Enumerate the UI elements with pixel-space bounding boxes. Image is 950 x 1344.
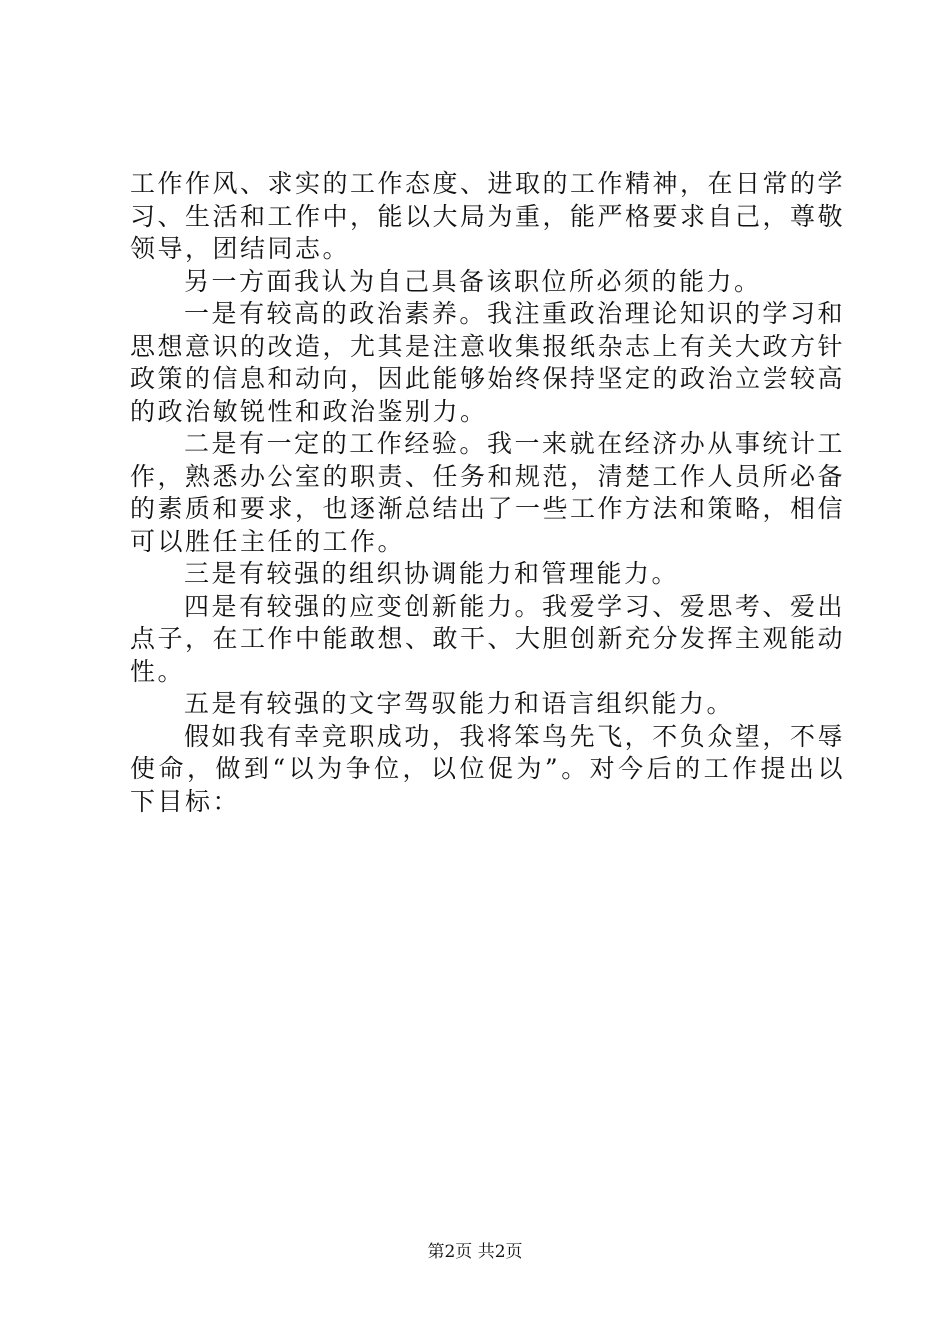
paragraph: 二是有一定的工作经验。我一来就在经济办从事统计工作，熟悉办公室的职责、任务和规范，清楚工作人员所必备的素质和要求，也逐渐总结出了一些工作方法和策略，相信可以胜任主任的工作。 xyxy=(130,429,846,556)
paragraph: 四是有较强的应变创新能力。我爱学习、爱思考、爱出点子，在工作中能敢想、敢干、大胆创新充分发挥主观能动性。 xyxy=(130,591,846,686)
page-footer xyxy=(0,1240,950,1264)
paragraph: 五是有较强的文字驾驭能力和语言组织能力。 xyxy=(184,689,735,718)
paragraph: 一是有较高的政治素养。我注重政治理论知识的学习和思想意识的改造，尤其是注意收集报纸杂志上有关大政方针政策的信息和动向，因此能够始终保持坚定的政治立尝较高的政治敏锐性和政治鉴别力。 xyxy=(130,299,846,426)
paragraph: 另一方面我认为自己具备该职位所必须的能力。 xyxy=(184,266,762,296)
paragraph: 三是有较强的组织协调能力和管理能力。 xyxy=(184,559,680,588)
paragraph: 假如我有幸竞职成功，我将笨鸟先飞，不负众望，不辱使命，做到“以为争位，以位促为”。对今后的工作提出以下目标： xyxy=(130,721,845,816)
page-number: 第2页 共2页 xyxy=(427,1242,523,1262)
document-body xyxy=(130,168,845,818)
paragraph: 工作作风、求实的工作态度、进取的工作精神，在日常的学习、生活和工作中，能以大局为重，能严格要求自己，尊敬领导，团结同志。 xyxy=(130,169,846,263)
